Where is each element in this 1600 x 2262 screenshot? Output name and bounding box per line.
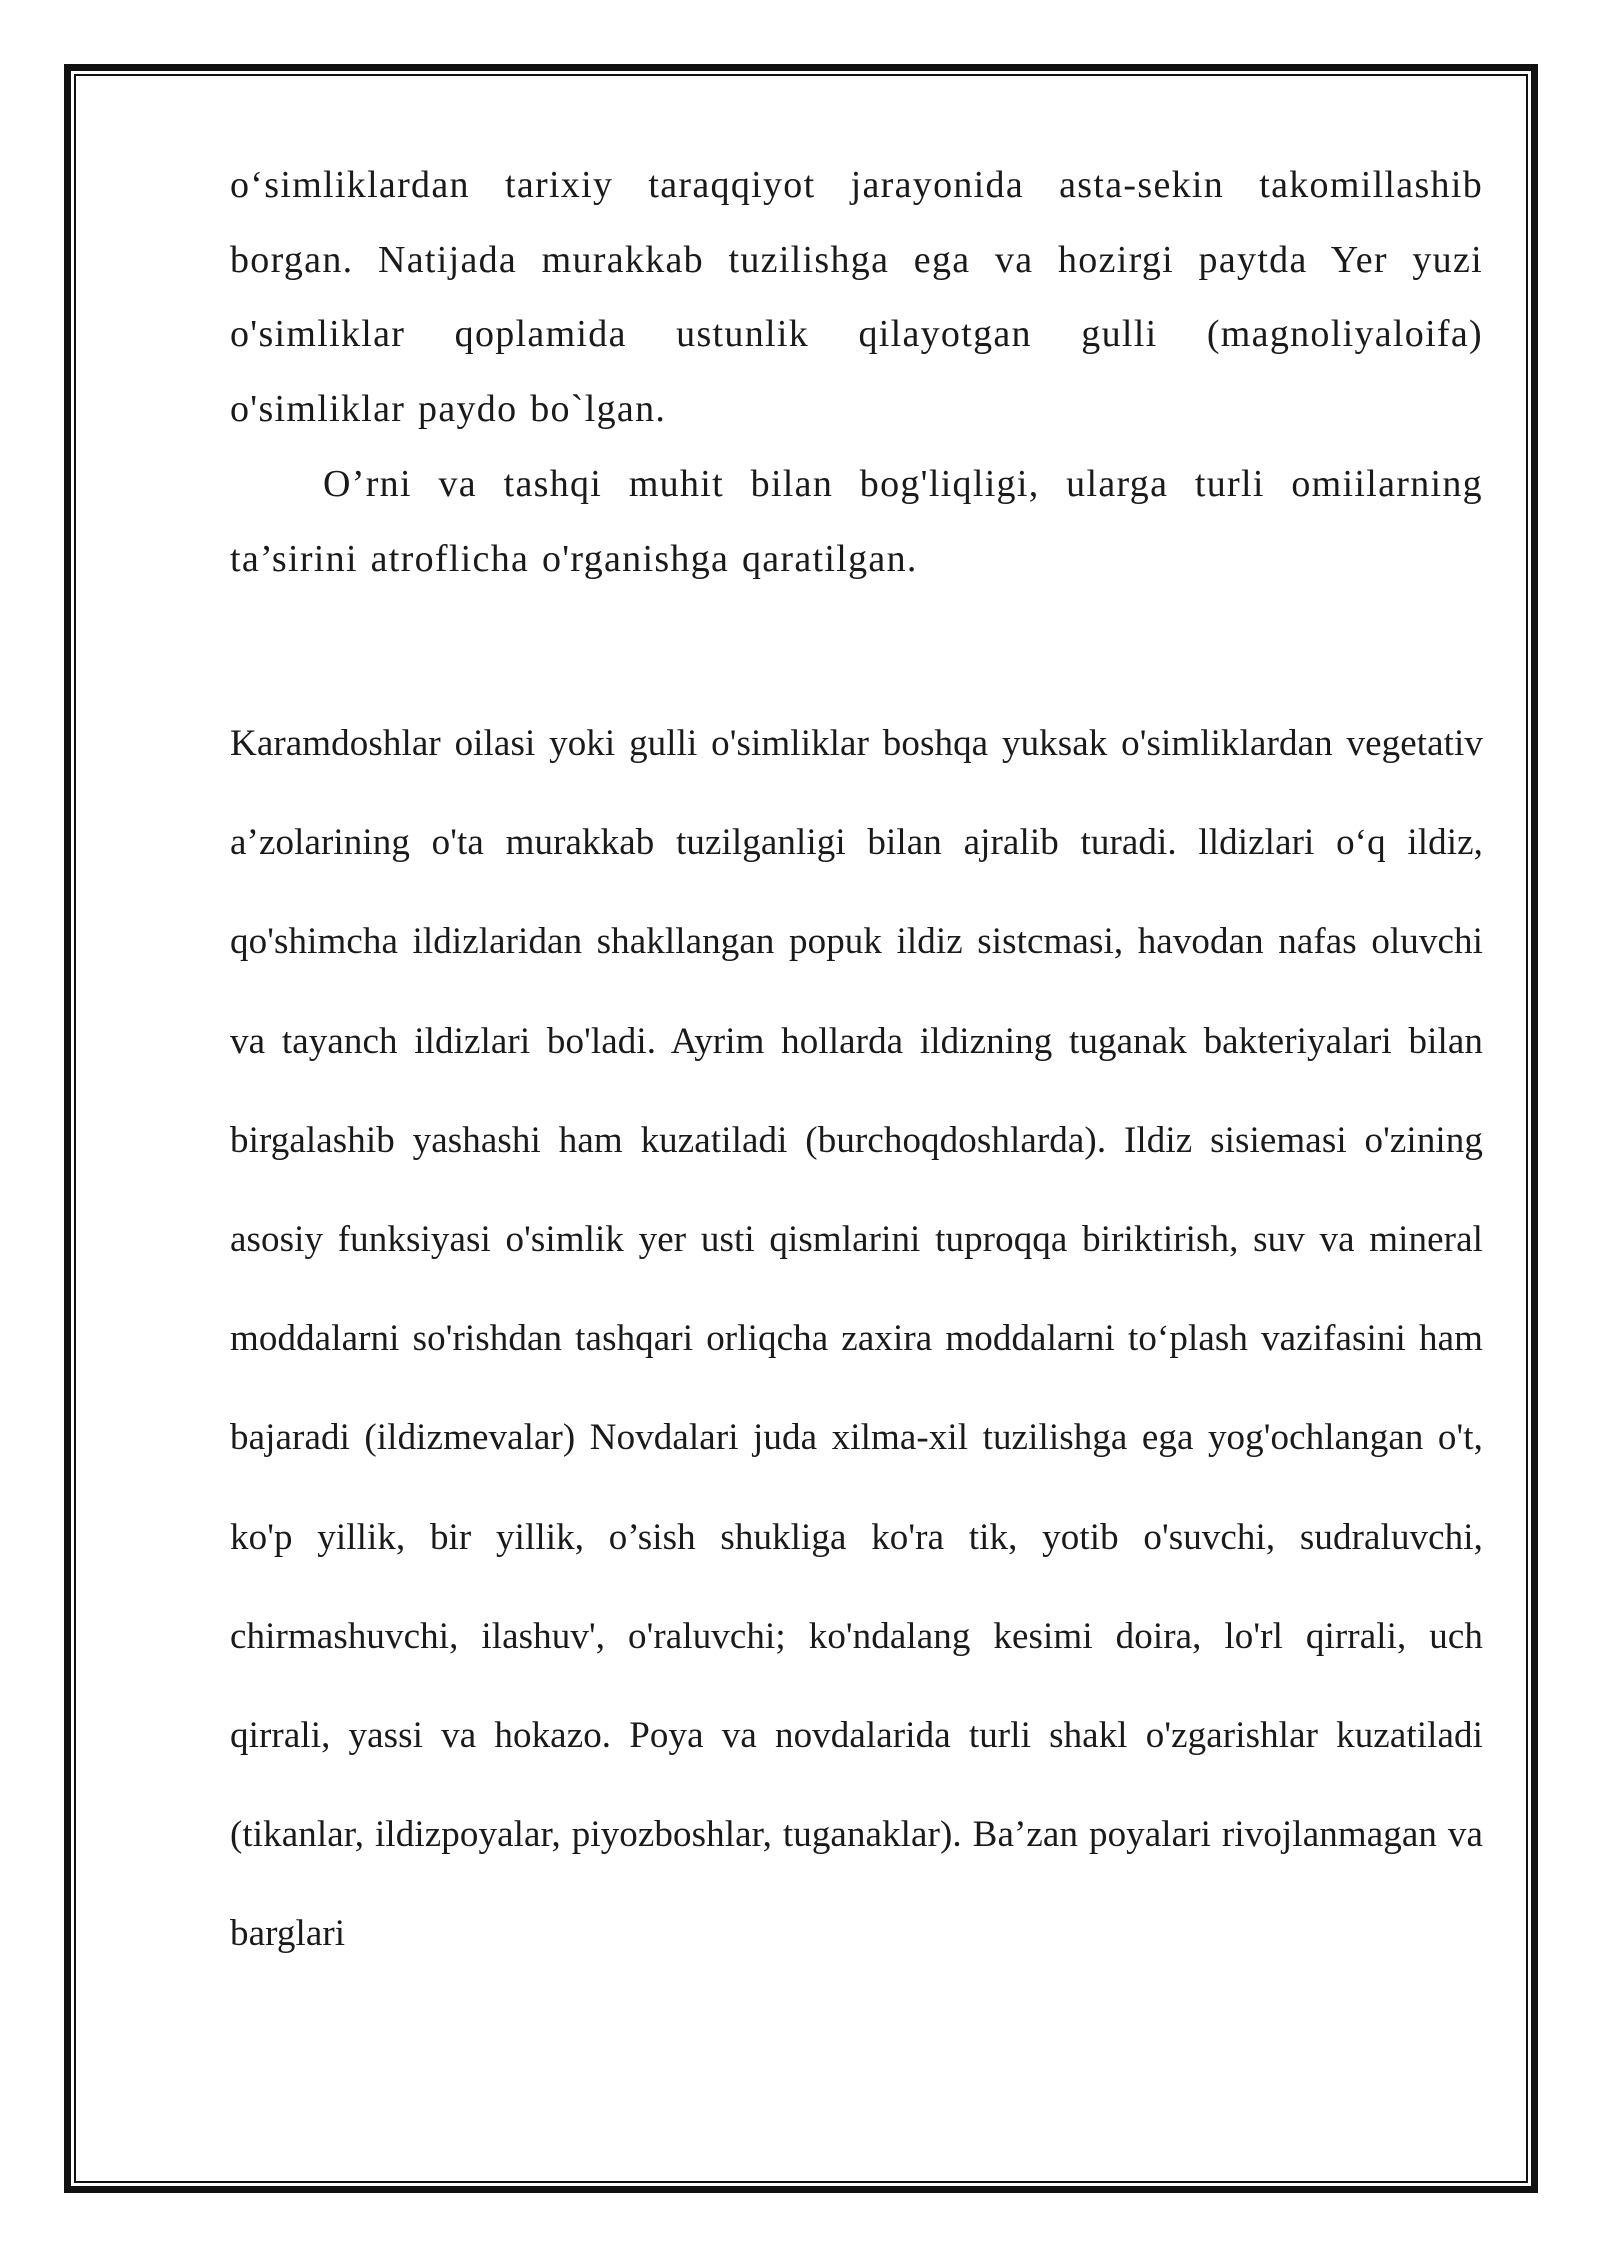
paragraph-3: Karamdoshlar oilasi yoki gulli o'simliklar boshqa yuksak o'simliklardan vegetativ a’zolarining o'ta murakkab tuzilganligi bilan ajralib turadi. lldizlari o‘q ildiz, qo'shimcha ildizlaridan shakllangan popuk ildiz sistcmasi, havodan nafas oluvchi va tayanch ildizlari bo'ladi. Ayrim hollarda ildizning tuganak bakteriyalari bilan birgalashib yashashi ham kuzatiladi (burchoqdoshlarda). Ildiz sisiemasi o'zining asosiy funksiyasi o'simlik yer usti qismlarini tuproqqa biriktirish, suv va mineral moddalarni so'rishdan tashqari orliqcha zaxira moddalarni to‘plash vazifasini ham bajaradi (ildizmevalar) Novdalari juda xilma-xil tuzilishga ega yog'ochlangan o't, ko'p yillik, bir yillik, o’sish shukliga ko'ra tik, yotib o'suvchi, sudraluvchi, chirmashuvchi, ilashuv', o'raluvchi; ko'ndalang kesimi doira, lo'rl qirrali, uch qirrali, yassi va hokazo. Poya va novdalarida turli shakl o'zgarishlar kuzatiladi (tikanlar, ildizpoyalar, piyozboshlar, tuganaklar). Ba’zan poyalari rivojlanmagan va barglari <box>230 723 1483 1955</box>
paragraph-2: O’rni va tashqi muhit bilan bog'liqligi, ularga turli omiilarning ta’sirini atroflicha o'rganishga qaratilgan. <box>230 463 1483 580</box>
paragraph-1: o‘simliklardan tarixiy taraqqiyot jarayonida asta-sekin takomillashib borgan. Natijada murakkab tuzilishga ega va hozirgi paytda Yer yuzi o'simliklar qoplamida ustunlik qilayotgan gulli (magnoliyaloifa) o'simliklar paydo bo`lgan. <box>230 164 1483 430</box>
